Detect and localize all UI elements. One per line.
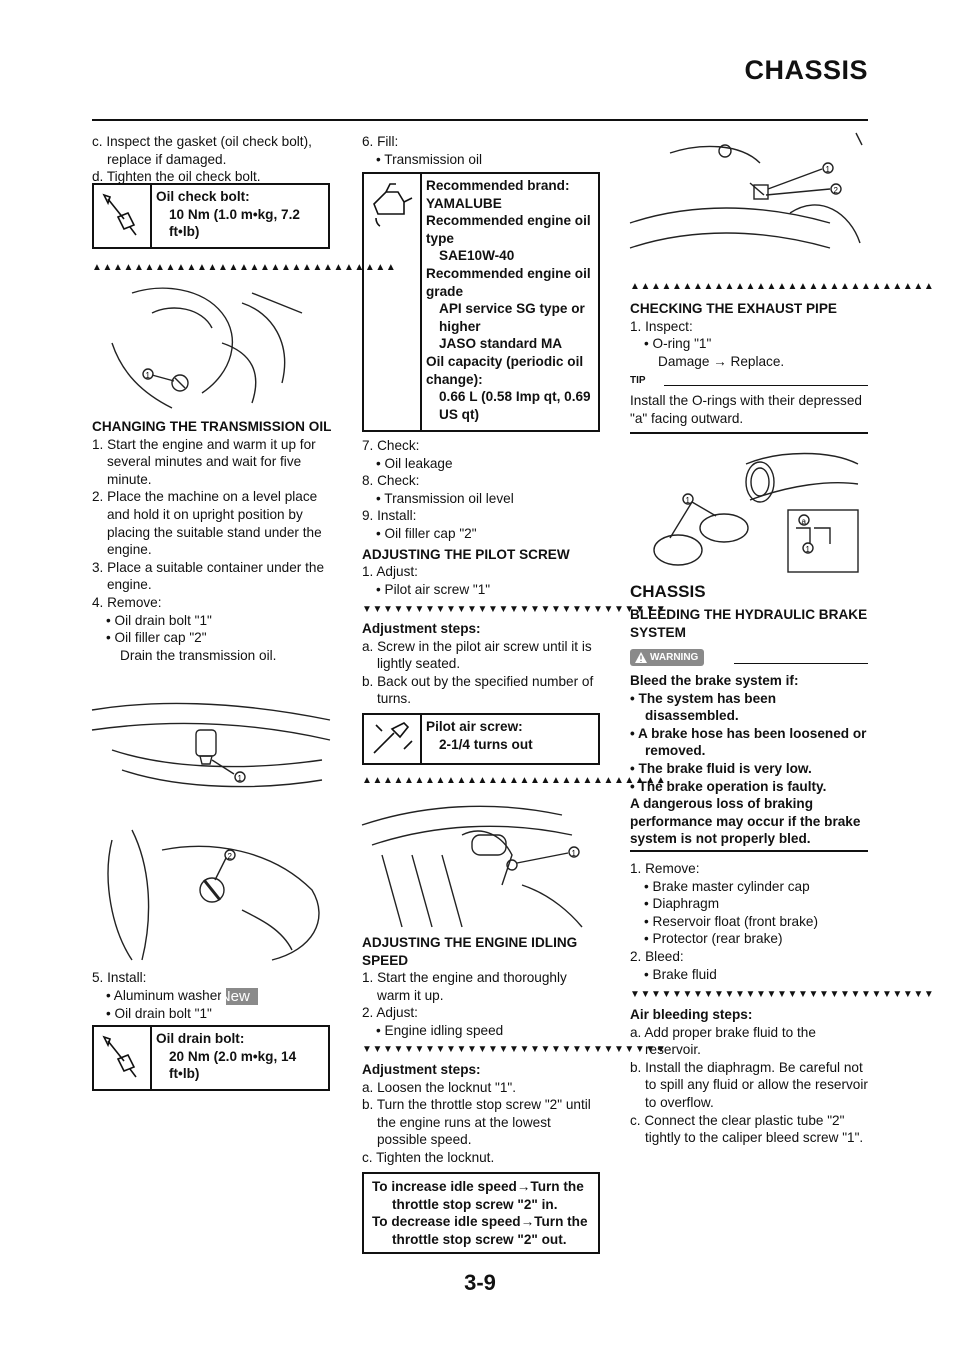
warning-line-3: • A brake hose has been loosened or removed. xyxy=(630,725,867,759)
step-5: 5. Install: xyxy=(92,970,147,985)
spec3-body xyxy=(426,177,594,423)
col3-exhaust xyxy=(630,300,870,370)
idle-steps-start-separator: ▼▼▼▼▼▼▼▼▼▼▼▼▼▼▼▼▼▼▼▼▼▼▼▼▼▼▼▼▼ xyxy=(362,1044,667,1055)
figure-oil-drain-bolt xyxy=(92,690,330,818)
step-4: 4. Remove: xyxy=(92,594,162,610)
idle-item: • Engine idling speed xyxy=(376,1022,504,1038)
warning-badge xyxy=(630,649,704,666)
spec3-line: API service SG type or higher xyxy=(439,301,585,334)
step-1: 1. Start the engine and warm it up for several minutes and wait for five minute. xyxy=(92,436,316,487)
col1-intro xyxy=(92,133,332,186)
figure-oil-filler-cap xyxy=(92,830,330,960)
col3-brake-steps xyxy=(630,860,870,983)
callout-2: 2 xyxy=(833,186,838,195)
idle-step-1: 1. Start the engine and thoroughly warm it up. xyxy=(362,970,567,1003)
warning-rule xyxy=(734,663,868,664)
figure-oil-check-bolt xyxy=(92,283,330,413)
warning-line-5: • The brake operation is faulty. xyxy=(630,778,827,794)
idle-step-2: 2. Adjust: xyxy=(362,1005,418,1021)
spec1-label: Oil check bolt: xyxy=(156,189,250,204)
heading-idle-speed: ADJUSTING THE ENGINE IDLING SPEED xyxy=(362,935,578,968)
warning-line-1: Bleed the brake system if: xyxy=(630,673,799,688)
air-step-b: b. Install the diaphragm. Be careful not to spill any fluid or allow the reservoir to overflow. xyxy=(630,1059,868,1110)
page-number: 3-9 xyxy=(464,1270,496,1295)
air-step-c: c. Connect the clear plastic tube "2" tightly to the caliper bleed screw "1". xyxy=(630,1112,864,1146)
decrease-idle-speed: To decrease idle speed→Turn the throttle stop screw "2" out. xyxy=(372,1214,588,1247)
pilot-step-a: a. Screw in the pilot air screw until it is lightly seated. xyxy=(362,638,592,672)
warning-bottom-rule xyxy=(630,850,868,852)
adjustment-steps-title: Adjustment steps: xyxy=(362,621,481,636)
pilot-step-1: 1. Adjust: xyxy=(362,564,418,580)
spec3-line: Recommended engine oil grade xyxy=(426,265,591,299)
air-step-a: a. Add proper brake fluid to the reservoir. xyxy=(630,1024,816,1058)
step-8: 8. Check: xyxy=(362,473,420,489)
figure-o-rings xyxy=(630,440,868,575)
spec2-label: Oil drain bolt: xyxy=(156,1031,245,1046)
warning-icon xyxy=(635,652,647,663)
figure-pilot-air-screw xyxy=(362,795,600,927)
exhaust-note: Damage → Replace. xyxy=(658,353,785,369)
screwdriver-icon xyxy=(364,715,422,763)
warning-label: WARNING xyxy=(650,652,699,663)
brake-step-2: 2. Bleed: xyxy=(630,948,684,964)
step-2: 2. Place the machine on a level place and hold it on upright position by placing the suitable stand under the engine. xyxy=(92,489,322,558)
spec3-line: YAMALUBE xyxy=(426,195,502,211)
callout-1b: 1 xyxy=(805,545,810,554)
step-6: 6. Fill: xyxy=(362,134,399,149)
idle-speed-table xyxy=(362,1172,600,1254)
spec-pilot-air-screw xyxy=(362,713,600,765)
spec4-label: Pilot air screw: xyxy=(426,719,523,734)
step-3: 3. Place a suitable container under the engine. xyxy=(92,559,325,593)
warning-line-6: A dangerous loss of braking performance may occur if the brake system is not properly bled. xyxy=(630,796,861,847)
install-9-item: • Oil filler cap "2" xyxy=(376,525,477,541)
spec3-line: SAE10W-40 xyxy=(439,248,515,264)
spec-oil-drain-bolt xyxy=(92,1025,330,1091)
step-c: c. Inspect the gasket (oil check bolt), replace if damaged. xyxy=(92,134,312,167)
drain-note: Drain the transmission oil. xyxy=(120,647,277,663)
col2-idle xyxy=(362,934,602,1040)
col2-pilot-steps xyxy=(362,620,602,708)
col2-fill xyxy=(362,133,602,168)
remove-item-4: • Protector (rear brake) xyxy=(644,931,783,947)
fill-item: • Transmission oil xyxy=(376,151,482,167)
idle-step-a: a. Loosen the locknut "1". xyxy=(362,1079,516,1095)
remove-item-1: • Oil drain bolt "1" xyxy=(106,612,212,628)
remove-item-3: • Reservoir float (front brake) xyxy=(644,913,818,929)
air-bleeding-title: Air bleeding steps: xyxy=(630,1007,753,1022)
spec3-line: JASO standard MA xyxy=(439,336,563,352)
oil-can-icon xyxy=(364,174,422,430)
install-item-2: • Oil drain bolt "1" xyxy=(106,1005,212,1021)
increase-idle-speed: To increase idle speed→Turn the throttle stop screw "2" in. xyxy=(372,1179,584,1212)
bleed-item: • Brake fluid xyxy=(644,966,717,982)
spec2-value: 20 Nm (2.0 m•kg, 14 ft•lb) xyxy=(169,1048,297,1082)
tip-label: TIP xyxy=(630,375,646,386)
step-7: 7. Check: xyxy=(362,438,420,453)
steps-start-separator: ▼▼▼▼▼▼▼▼▼▼▼▼▼▼▼▼▼▼▼▼▼▼▼▼▼▼▼▼▼ xyxy=(362,604,667,615)
check-8-item: • Transmission oil level xyxy=(376,490,514,506)
tip-text: Install the O-rings with their depressed "a" facing outward. xyxy=(630,393,862,426)
callout-1: 1 xyxy=(571,849,576,858)
callout-a: a xyxy=(801,517,806,526)
adjustment-steps-title-2: Adjustment steps: xyxy=(362,1062,481,1077)
pilot-item: • Pilot air screw "1" xyxy=(376,581,491,597)
section-separator: ▲▲▲▲▲▲▲▲▲▲▲▲▲▲▲▲▲▲▲▲▲▲▲▲▲▲▲▲▲ xyxy=(92,262,397,273)
heading-transmission-oil: CHANGING THE TRANSMISSION OIL xyxy=(92,419,332,434)
col2-idle-steps xyxy=(362,1061,602,1167)
col3-air-steps xyxy=(630,1006,870,1147)
header-rule xyxy=(92,119,868,121)
callout-1: 1 xyxy=(145,371,150,380)
spec-oil-check-bolt xyxy=(92,183,330,249)
warning-line-4: • The brake fluid is very low. xyxy=(630,760,812,776)
brake-step-1: 1. Remove: xyxy=(630,861,700,876)
pilot-step-b: b. Back out by the specified number of turns. xyxy=(362,673,594,707)
spec4-value: 2-1/4 turns out xyxy=(439,736,533,752)
heading-exhaust-pipe: CHECKING THE EXHAUST PIPE xyxy=(630,301,837,316)
spec-recommended-oil xyxy=(362,172,600,432)
section-separator-col3: ▲▲▲▲▲▲▲▲▲▲▲▲▲▲▲▲▲▲▲▲▲▲▲▲▲▲▲▲▲ xyxy=(630,281,935,292)
spec3-line: Recommended engine oil type xyxy=(426,213,591,246)
col1-transmission xyxy=(92,418,332,664)
remove-item-2: • Diaphragm xyxy=(644,896,720,912)
idle-step-c: c. Tighten the locknut. xyxy=(362,1149,495,1165)
col2-checks xyxy=(362,437,602,598)
idle-step-b: b. Turn the throttle stop screw "2" until the engine runs at the lowest possible speed. xyxy=(362,1097,591,1148)
check-7-item: • Oil leakage xyxy=(376,455,453,471)
section-title-chassis: CHASSIS xyxy=(630,582,706,601)
remove-item-2: • Oil filler cap "2" xyxy=(106,630,207,646)
warning-line-2: • The system has been disassembled. xyxy=(630,690,777,724)
heading-pilot-screw: ADJUSTING THE PILOT SCREW xyxy=(362,546,570,562)
step-d: d. Tighten the oil check bolt. xyxy=(92,169,261,185)
callout-2: 2 xyxy=(227,852,232,861)
steps-end-separator: ▲▲▲▲▲▲▲▲▲▲▲▲▲▲▲▲▲▲▲▲▲▲▲▲▲▲▲▲▲ xyxy=(362,775,667,786)
heading-bleeding-brake: BLEEDING THE HYDRAULIC BRAKE SYSTEM xyxy=(630,607,868,640)
col1-install xyxy=(92,969,332,1022)
warning-text xyxy=(630,672,870,848)
torque-wrench-icon xyxy=(94,1027,152,1089)
remove-item-1: • Brake master cylinder cap xyxy=(644,878,810,894)
install-item-1: • Aluminum washer xyxy=(106,987,222,1003)
step-9: 9. Install: xyxy=(362,508,417,524)
callout-1: 1 xyxy=(825,165,830,174)
spec1-value: 10 Nm (1.0 m•kg, 7.2 ft•lb) xyxy=(169,206,300,240)
new-badge: New xyxy=(226,988,258,1005)
torque-wrench-icon xyxy=(94,185,152,247)
tip-rule xyxy=(664,385,868,386)
tip-bottom-rule xyxy=(630,432,868,434)
page-title: CHASSIS xyxy=(744,55,868,85)
spec3-line: Oil capacity (periodic oil change): xyxy=(426,353,584,387)
exhaust-item: • O-ring "1" xyxy=(644,336,712,352)
callout-1: 1 xyxy=(237,774,242,783)
exhaust-step-1: 1. Inspect: xyxy=(630,318,693,334)
spec3-line: Recommended brand: xyxy=(426,178,570,193)
figure-exhaust-joint xyxy=(630,133,868,265)
air-steps-separator: ▼▼▼▼▼▼▼▼▼▼▼▼▼▼▼▼▼▼▼▼▼▼▼▼▼▼▼▼▼ xyxy=(630,989,935,1000)
spec3-line: 0.66 L (0.58 Imp qt, 0.69 US qt) xyxy=(439,389,591,422)
callout-1: 1 xyxy=(685,496,690,505)
